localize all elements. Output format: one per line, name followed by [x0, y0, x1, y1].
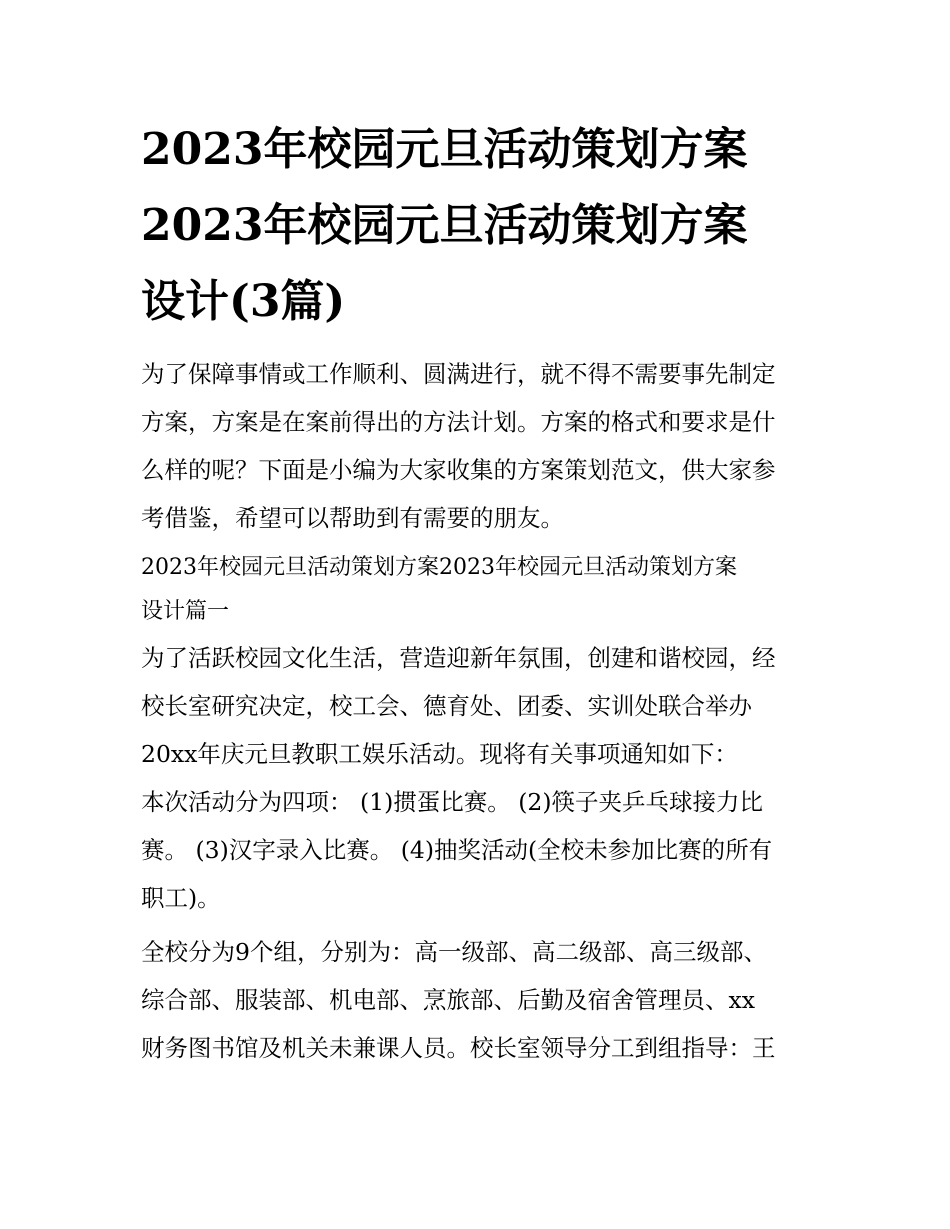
paragraph-line: 本次活动分为四项： (1)掼蛋比赛。 (2)筷子夹乒乓球接力比: [141, 788, 764, 816]
section-heading: [141, 546, 813, 634]
paragraph-line: 职工)。: [141, 884, 221, 912]
paragraph-line: 20xx年庆元旦教职工娱乐活动。现将有关事项通知如下：: [141, 740, 738, 768]
document-page: [141, 112, 813, 1072]
paragraph-line: 综合部、服装部、机电部、烹旅部、后勤及宿舍管理员、xx: [141, 986, 756, 1014]
section-heading-line: 设计篇一: [141, 599, 230, 624]
paragraph-3: [141, 928, 813, 1072]
section-heading-line: 2023年校园元旦活动策划方案2023年校园元旦活动策划方案: [141, 555, 737, 580]
paragraph-1: [141, 634, 813, 778]
title-line-2: 2023年校园元旦活动策划方案: [141, 200, 748, 251]
intro-line: 考借鉴，希望可以帮助到有需要的朋友。: [141, 504, 564, 532]
title-line-3: 设计(3篇): [141, 276, 346, 327]
intro-paragraph: [141, 350, 813, 542]
paragraph-line: 财务图书馆及机关未兼课人员。校长室领导分工到组指导：王: [141, 1034, 776, 1062]
paragraph-line: 赛。 (3)汉字录入比赛。 (4)抽奖活动(全校未参加比赛的所有: [141, 836, 773, 864]
paragraph-line: 为了活跃校园文化生活，营造迎新年氛围，创建和谐校园，经: [141, 644, 776, 672]
paragraph-2: [141, 778, 813, 922]
paragraph-line: 全校分为9个组，分别为：高一级部、高二级部、高三级部、: [141, 938, 767, 966]
intro-line: 么样的呢？下面是小编为大家收集的方案策划范文，供大家参: [141, 456, 776, 484]
document-body: [141, 350, 813, 1072]
intro-line: 为了保障事情或工作顺利、圆满进行，就不得不需要事先制定: [141, 360, 776, 388]
title-line-1: 2023年校园元旦活动策划方案: [141, 124, 748, 175]
intro-line: 方案，方案是在案前得出的方法计划。方案的格式和要求是什: [141, 408, 776, 436]
document-title: [141, 112, 813, 340]
paragraph-line: 校长室研究决定，校工会、德育处、团委、实训处联合举办: [141, 692, 752, 720]
